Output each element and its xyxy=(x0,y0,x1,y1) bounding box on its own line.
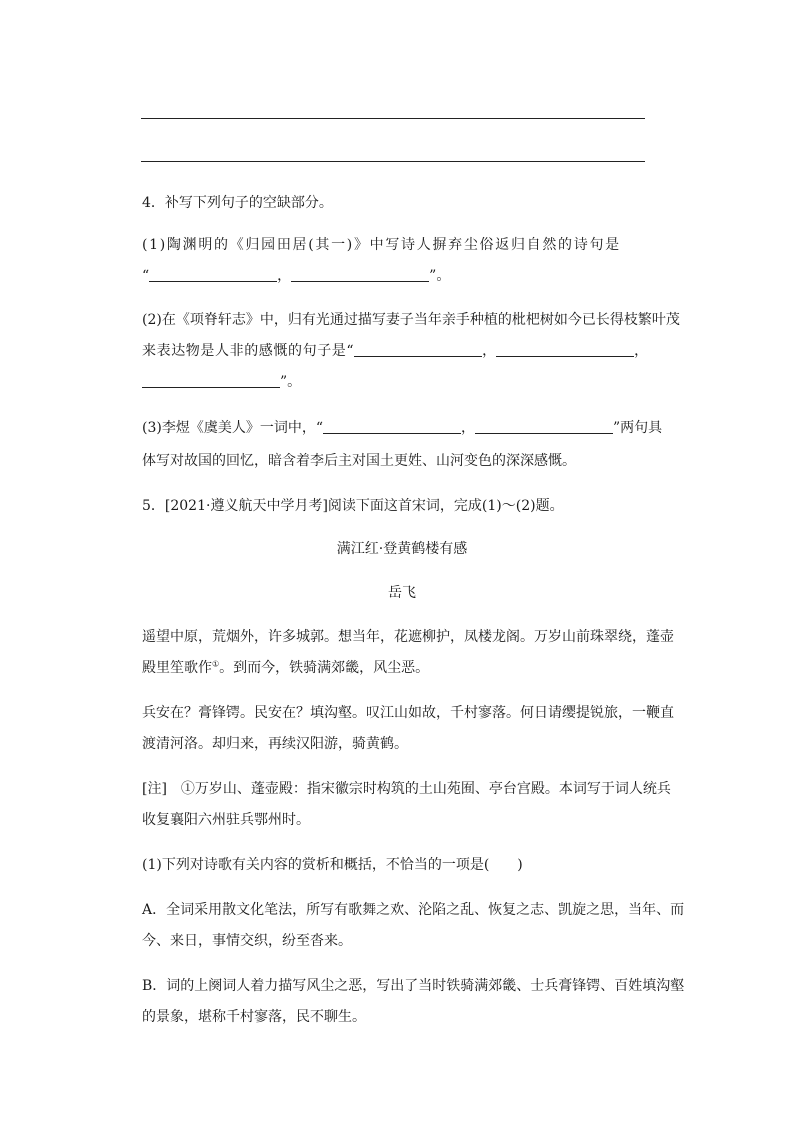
poem-author: 岳飞 xyxy=(388,585,416,601)
fill-blank[interactable] xyxy=(142,372,280,388)
poem-title: 满江红·登黄鹤楼有感 xyxy=(336,541,468,557)
q4-part1-text: (1)陶渊明的《归园田居(其一)》中写诗人摒弃尘俗返归自然的诗句是 xyxy=(142,237,621,253)
fill-blank[interactable] xyxy=(323,418,461,434)
q4-part2-blanks: 来表达物是人非的感慨的句子是“ ， ， xyxy=(142,343,649,359)
poem-stanza2-line1: 兵安在？膏锋锷。民安在？填沟壑。叹江山如故，千村寥落。何日请缨提锐旅，一鞭直 xyxy=(142,705,674,721)
poem-stanza1-line1: 遥望中原，荒烟外，许多城郭。想当年，花遮柳护，凤楼龙阁。万岁山前珠翠绕，蓬壶 xyxy=(142,629,674,645)
option-a-line2: 今、来日，事情交织，纷至沓来。 xyxy=(142,933,352,949)
option-b-line1[interactable]: B．词的上阕词人着力描写风尘之恶，写出了当时铁骑满郊畿、士兵膏锋锷、百姓填沟壑 xyxy=(142,978,685,994)
poem-stanza2-line2: 渡清河洛。却归来，再续汉阳游，骑黄鹤。 xyxy=(142,736,408,752)
annotation-line1: [注] ①万岁山、蓬壶殿：指宋徽宗时构筑的土山苑囿、亭台宫殿。本词写于词人统兵 xyxy=(142,781,671,797)
q4-part1-blanks: “ ， ”。 xyxy=(142,268,451,284)
fill-blank[interactable] xyxy=(496,341,634,357)
answer-line-2[interactable] xyxy=(141,161,645,162)
sub-question-1: (1)下列对诗歌有关内容的赏析和概括，不恰当的一项是( ) xyxy=(142,857,523,873)
q4-title: 4．补写下列句子的空缺部分。 xyxy=(142,195,333,211)
q4-part3-text-cont: 体写对故国的回忆，暗含着李后主对国土更姓、山河变色的深深感慨。 xyxy=(142,453,576,469)
fill-blank[interactable] xyxy=(149,266,277,282)
q4-part2-blanks-cont: ”。 xyxy=(142,372,662,392)
option-b-line2: 的景象，堪称千村寥落，民不聊生。 xyxy=(142,1009,366,1025)
fill-blank[interactable] xyxy=(475,418,613,434)
answer-line-1[interactable] xyxy=(141,118,645,119)
option-a-line1[interactable]: A．全词采用散文化笔法，所写有歌舞之欢、沦陷之乱、恢复之志、凯旋之思，当年、而 xyxy=(142,902,685,918)
footnote-mark: ① xyxy=(212,659,220,669)
q5-title: 5．[2021·遵义航天中学月考]阅读下面这首宋词，完成(1)～(2)题。 xyxy=(142,498,564,514)
fill-blank[interactable] xyxy=(354,341,482,357)
q4-part3-text: (3)李煜《虞美人》一词中，“ ， ”两句具 xyxy=(142,420,663,436)
annotation-line2: 收复襄阳六州驻兵鄂州时。 xyxy=(142,812,310,828)
poem-stanza1-line2: 殿里笙歌作①。到而今，铁骑满郊畿，风尘恶。 xyxy=(142,659,430,676)
fill-blank[interactable] xyxy=(291,266,429,282)
q4-part2-text: (2)在《项脊轩志》中，归有光通过描写妻子当年亲手种植的枇杷树如今已长得枝繁叶茂 xyxy=(142,312,680,328)
